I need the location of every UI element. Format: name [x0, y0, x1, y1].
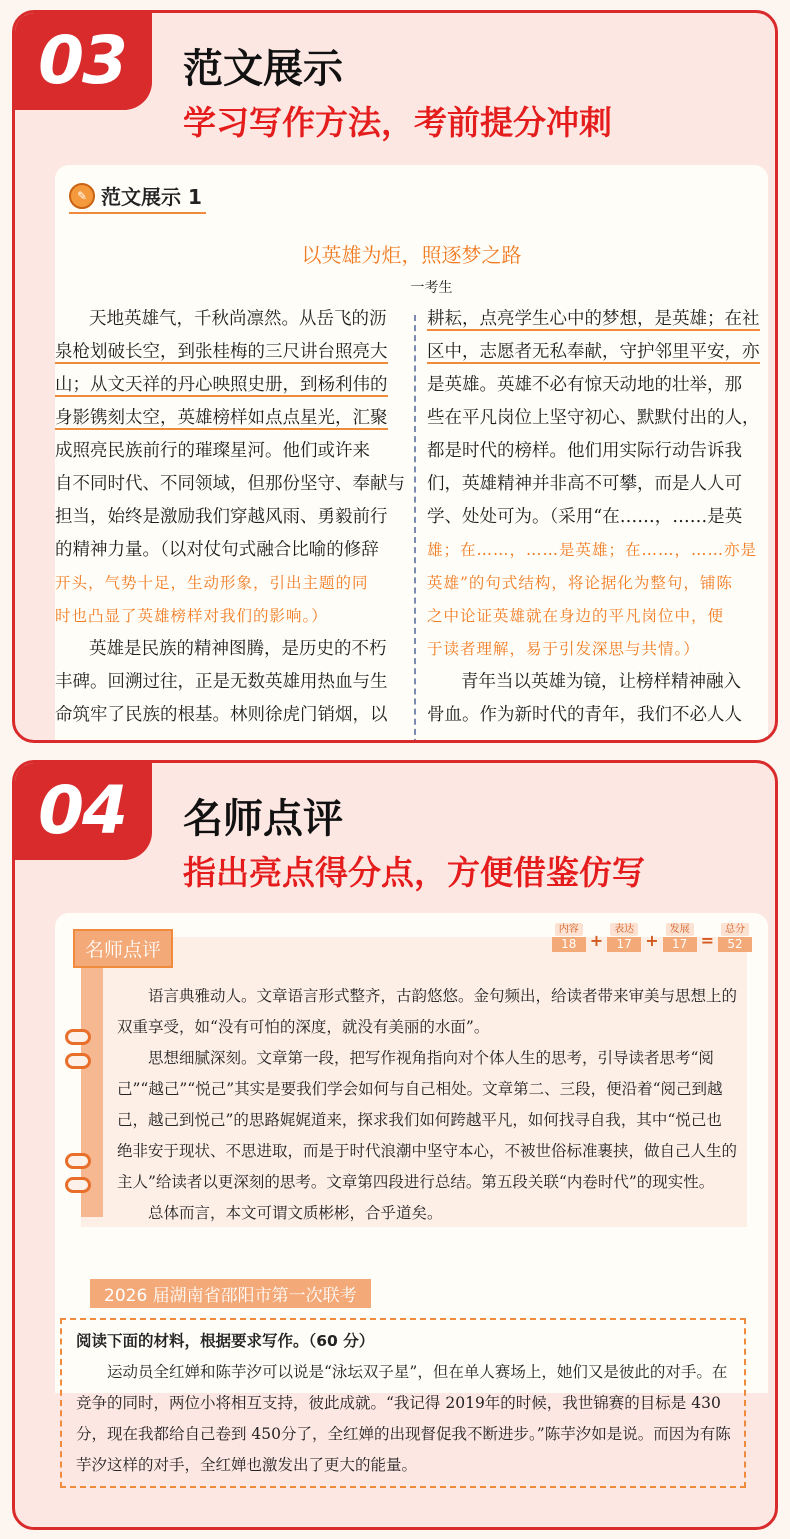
essay-line: 担当，始终是激励我们穿越风雨、勇毅前行 — [55, 507, 388, 527]
score-total: 总分 52 — [718, 923, 752, 952]
column-divider — [414, 315, 416, 743]
section-title: 范文展示 — [183, 46, 343, 92]
review-tab: 名师点评 — [73, 929, 173, 968]
essay-line: 成照亮民族前行的璀璨星河。他们或许来 — [55, 441, 370, 461]
essay-icon: ✎ — [69, 183, 95, 209]
exam-source-banner-visible: 2026 届湖南省邵阳市第一次联考 — [90, 1279, 371, 1308]
prompt-body: 运动员全红婵和陈芋汐可以说是“泳坛双子星”，但在单人赛场上，她们又是彼此的对手。在竞争的同时，两位小将相互支持，彼此成就。“我记得 2019年的时候，我世锦赛的目标是 430 分，现在我都给自己卷到 450分了，全红婵的出现督促我不断进步。”陈芋汐如是说。而因为有陈芋汐这样的对手，全红婵也激发出了更大的能量。 — [76, 1363, 731, 1474]
essay-annotation-line: 开头，气势十足，生动形象，引出主题的同 — [55, 574, 369, 592]
essay-line: 些在平凡岗位上坚守初心、默默付出的人， — [427, 408, 760, 428]
equals-sign: = — [700, 931, 714, 950]
plus-sign: + — [589, 931, 604, 950]
plus-sign: + — [645, 931, 659, 950]
essay-line: 学、处处可为。（采用“在……，……是英 — [427, 507, 743, 527]
section-title: 名师点评 — [183, 796, 343, 842]
score-content: 内容 18 — [552, 923, 586, 952]
essay-line: 泉枪划破长空，到张桂梅的三尺讲台照亮大 — [55, 342, 388, 362]
essay-line: 是英雄。英雄不必有惊天动地的壮举，那 — [427, 375, 742, 395]
essay-left-column — [55, 303, 405, 732]
review-paragraph: 总体而言，本文可谓文质彬彬，合乎道矣。 — [148, 1204, 443, 1222]
sample-label — [69, 181, 206, 214]
sample-essay-page — [55, 165, 768, 743]
essay-line: 命筑牢了民族的根基。林则徐虎门销烟，以 — [55, 705, 388, 725]
essay-line: 丰碑。回溯过往，正是无数英雄用热血与生 — [55, 672, 388, 692]
essay-annotation-line: 于读者理解，易于引发深思与共情。） — [427, 640, 700, 658]
prompt-heading: 阅读下面的材料，根据要求写作。（60 分） — [76, 1332, 375, 1350]
essay-line: 自不同时代、不同领域，但那份坚守、奉献与 — [55, 474, 405, 494]
review-paragraph: 语言典雅动人。文章语言形式整齐，古韵悠悠。金句频出，给读者带来审美与思想上的双重享受，如“没有可怕的深度，就没有美丽的水面”。 — [117, 987, 738, 1036]
essay-line: 都是时代的榜样。他们用实际行动告诉我 — [427, 441, 742, 461]
score-expression: 表达 17 — [607, 923, 641, 952]
essay-line: 的精神力量。（以对仗句式融合比喻的修辞 — [55, 540, 379, 560]
essay-line: 们，英雄精神并非高不可攀，而是人人可 — [427, 474, 742, 494]
essay-annotation-line: 英雄”的句式结构，将论据化为整句，铺陈 — [427, 574, 733, 592]
section-subtitle: 指出亮点得分点，方便借鉴仿写 — [183, 853, 645, 892]
essay-annotation-line: 雄；在……，……是英雄；在……，……亦是 — [427, 541, 758, 559]
score-development: 发展 17 — [663, 923, 697, 952]
essay-line: 骨血。作为新时代的青年，我们不必人人 — [427, 705, 742, 725]
essay-line: 耕耘，点亮学生心中的梦想，是英雄；在社 — [427, 309, 760, 329]
essay-line: 青年当以英雄为镜，让榜样精神融入 — [461, 672, 741, 692]
essay-author: 一考生 — [410, 280, 453, 296]
essay-line: 天地英雄气，千秋尚凛然。从岳飞的沥 — [89, 309, 387, 329]
essay-annotation-line: 时也凸显了英雄榜样对我们的影响。） — [55, 607, 328, 625]
essay-right-column — [427, 303, 767, 732]
section-card-03 — [12, 10, 778, 743]
essay-line: 区中，志愿者无私奉献，守护邻里平安，亦 — [427, 342, 760, 362]
binder-ring-icon — [65, 1053, 91, 1069]
review-paragraph: 思想细腻深刻。文章第一段，把写作视角指向对个体人生的思考，引导读者思考“阅己”“越己”“悦己”其实是要我们学会如何与自己相处。文章第二、三段，便沿着“阅己到越己，越己到悦己”的思路娓娓道来，探求我们如何跨越平凡，如何找寻自我，其中“悦己也绝非安于现状、不思进取，而是于时代浪潮中坚守本心，不被世俗标准裹挟，做自己人生的主人”给读者以更深刻的思考。文章第四段进行总结。第五段关联“内卷时代”的现实性。 — [117, 1049, 738, 1191]
section-number-badge: 03 — [12, 10, 152, 110]
essay-line: 英雄是民族的精神图腾，是历史的不朽 — [89, 639, 387, 659]
essay-title: 以英雄为炬，照逐梦之路 — [301, 243, 522, 267]
sample-label-text: 范文展示 1 — [101, 185, 202, 209]
review-text — [117, 981, 737, 1229]
score-row — [550, 923, 754, 952]
essay-line: 山；从文天祥的丹心映照史册，到杨利伟的 — [55, 375, 388, 395]
binder-ring-icon — [65, 1153, 91, 1169]
binder-ring-icon — [65, 1177, 91, 1193]
writing-prompt — [76, 1326, 740, 1481]
section-number-badge: 04 — [12, 760, 152, 860]
section-subtitle: 学习写作方法，考前提分冲刺 — [183, 103, 612, 142]
binder-ring-icon — [65, 1029, 91, 1045]
essay-annotation-line: 之中论证英雄就在身边的平凡岗位中，便 — [427, 607, 725, 625]
essay-line: 身影镌刻太空，英雄榜样如点点星光，汇聚 — [55, 408, 388, 428]
